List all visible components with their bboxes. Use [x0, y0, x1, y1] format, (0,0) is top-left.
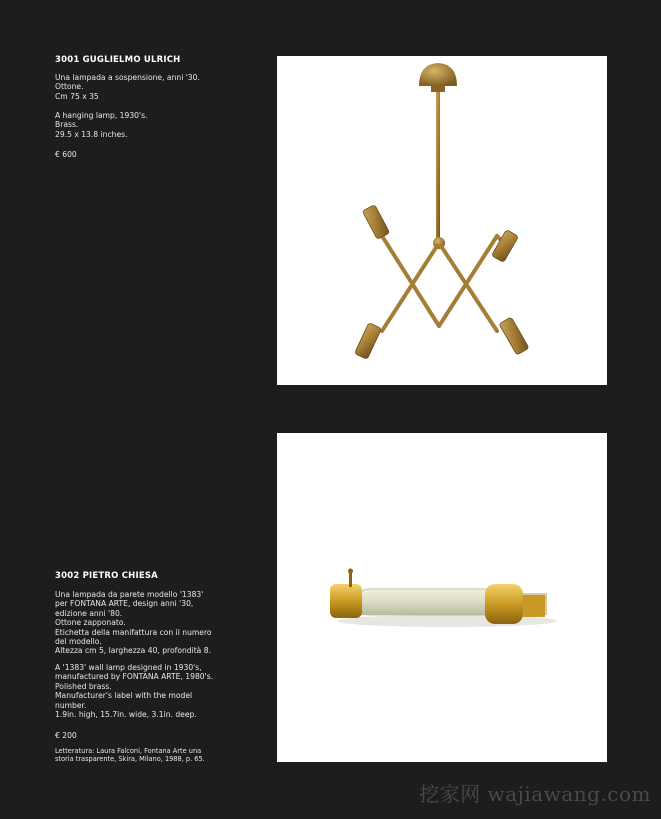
lot-3002-literature: Letteratura: Laura Falconi, Fontana Arte una storia trasparente, Skira, Milano, 1988, p. 65.: [55, 747, 205, 764]
hanging-lamp-illustration: [277, 56, 607, 385]
lot-3001-photo: [277, 56, 607, 385]
lot-3001-description-italian: Una lampada a sospensione, anni '30. Ottone. Cm 75 x 35: [55, 73, 200, 101]
lot-3002-photo: [277, 433, 607, 762]
lot-3002-title: 3002 PIETRO CHIESA: [55, 571, 158, 581]
lot-3002-price: € 200: [55, 731, 77, 740]
wall-lamp-illustration: [277, 433, 607, 762]
lot-3001-description-english: A hanging lamp, 1930's. Brass. 29.5 x 13.8 inches.: [55, 111, 148, 139]
lot-3002-description-italian: Una lampada da parete modello '1383' per FONTANA ARTE, design anni '30, edizione anni '80. Ottone zapponato. Etichetta della manifattura con il numero del modello. Altezza cm 5, larghezza 40, profondità 8.: [55, 590, 212, 656]
lot-3001-price: € 600: [55, 150, 77, 159]
lot-3002-description-english: A '1383' wall lamp designed in 1930's, manufactured by FONTANA ARTE, 1980's. Polished brass. Manufacturer's label with the model number. 1.9in. high, 15.7in. wide, 3.1in. deep.: [55, 663, 214, 720]
watermark-text: 挖家网 wajiawang.com: [419, 782, 651, 806]
lot-3001-title: 3001 GUGLIELMO ULRICH: [55, 55, 181, 65]
